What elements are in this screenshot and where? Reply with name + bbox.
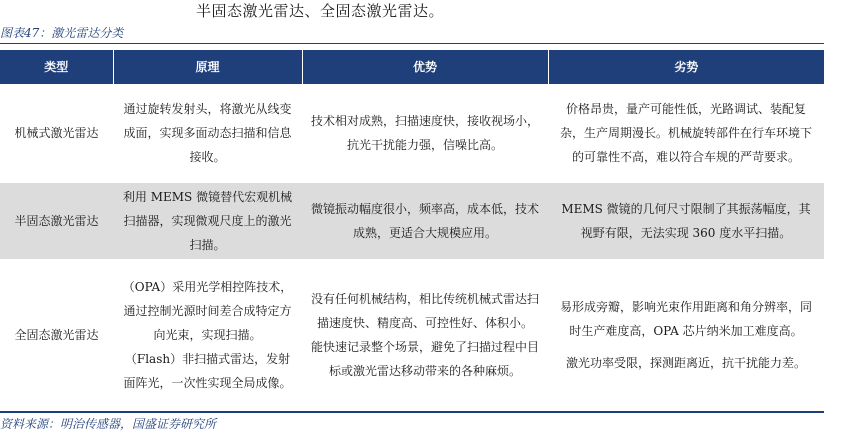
cell-text-flash: 能快速记录整个场景，避免了扫描过程中目标或激光雷达移动带来的各种麻烦。: [310, 340, 539, 378]
header-disadvantages: 劣势: [548, 50, 824, 84]
table-bottom-divider: [0, 411, 824, 413]
cell-text-opa: 易形成旁瓣，影响光束作用距离和角分辨率，同时生产难度高，OPA 芯片纳米加工难度高。: [559, 300, 812, 338]
cell-type: 全固态激光雷达: [0, 260, 113, 411]
source-note: 资料来源：明治传感器，国盛证券研究所: [0, 417, 217, 431]
paragraph-gap: [556, 343, 816, 351]
cell-advantages: [302, 183, 548, 260]
figure-caption: 图表47：激光雷达分类: [0, 26, 124, 40]
cell-disadvantages: [548, 260, 824, 411]
cell-text: MEMS 微镜的几何尺寸限制了其振荡幅度，其视野有限，无法实现 360 度水平扫描。: [561, 202, 811, 240]
cell-principle: [113, 84, 302, 183]
table-header-row: [0, 50, 824, 84]
cell-type: 机械式激光雷达: [0, 84, 113, 183]
caption-divider: [0, 43, 824, 44]
cell-text: 价格昂贵，量产可能性低，光路调试、装配复杂，生产周期漫长。机械旋转部件在行车环境下的可靠性不高，难以符合车规的严苛要求。: [559, 102, 812, 164]
cell-text-opa: 没有任何机械结构，相比传统机械式雷达扫描速度快、精度高、可控性好、体积小。: [310, 292, 539, 330]
cell-text: 技术相对成熟，扫描速度快，接收视场小，抗光干扰能力强，信噪比高。: [310, 114, 539, 152]
cell-advantages: [302, 84, 548, 183]
header-advantages: 优势: [302, 50, 548, 84]
cell-type: 半固态激光雷达: [0, 183, 113, 260]
cell-disadvantages: [548, 183, 824, 260]
cell-text: 微镜振动幅度很小，频率高，成本低，技术成熟，更适合大规模应用。: [310, 202, 539, 240]
cell-text-flash: 激光功率受限，探测距离近，抗干扰能力差。: [565, 356, 806, 370]
table-row-mechanical: [0, 84, 824, 183]
header-type: 类型: [0, 50, 113, 84]
cell-text-opa: （OPA）采用光学相控阵技术，通过控制光源时间差合成特定方向光束，实现扫描。: [122, 280, 293, 342]
cell-text: 利用 MEMS 微镜替代宏观机械扫描器，实现微观尺度上的激光扫描。: [122, 190, 293, 252]
cell-text: 通过旋转发射头，将激光从线变成面，实现多面动态扫描和信息接收。: [123, 102, 292, 164]
cell-advantages: [302, 260, 548, 411]
table-header: [0, 50, 824, 84]
cell-disadvantages: [548, 84, 824, 183]
cell-principle: [113, 183, 302, 260]
lidar-classification-table: [0, 50, 824, 411]
table-row-semi-solid: [0, 183, 824, 260]
cell-principle: [113, 260, 302, 411]
intro-text-line: 半固态激光雷达、全固态激光雷达。: [196, 2, 445, 20]
table-row-solid-state: [0, 260, 824, 411]
cell-text-flash: （Flash）非扫描式雷达，发射面阵光，一次性实现全局成像。: [123, 352, 292, 390]
header-principle: 原理: [113, 50, 302, 84]
